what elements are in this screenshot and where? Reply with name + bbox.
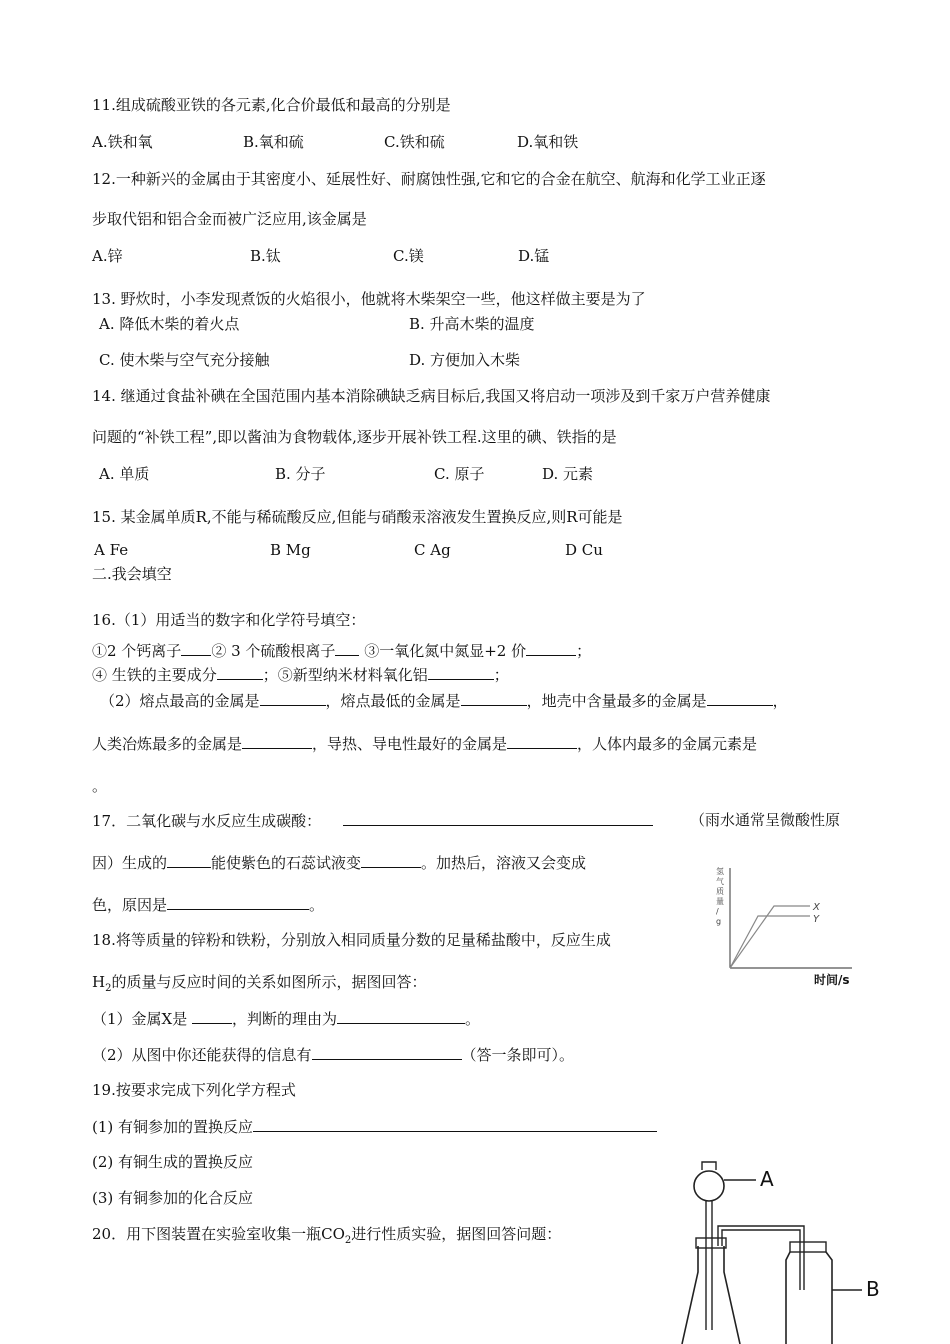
funnel-mouth <box>702 1162 716 1170</box>
q15-stem: 15. 某金属单质R,不能与稀硫酸反应,但能与硝酸汞溶液发生置换反应,则R可能是 <box>92 508 623 526</box>
q13-option-c: C. 使木柴与空气充分接触 <box>99 351 270 369</box>
q19-item-3: (3) 有铜参加的化合反应 <box>92 1189 254 1207</box>
q16-blank-6[interactable] <box>260 690 326 706</box>
q18-blank-2[interactable] <box>337 1008 465 1024</box>
q16-blank-9[interactable] <box>242 733 312 749</box>
q14-line1: 14. 继通过食盐补碘在全国范围内基本消除碘缺乏病目标后,我国又将启动一项涉及到千家万户营养健康 <box>92 387 771 405</box>
q16-blank-2[interactable] <box>335 640 359 656</box>
q13-option-b: B. 升高木柴的温度 <box>409 315 535 333</box>
q19-item-2: (2) 有铜生成的置换反应 <box>92 1153 254 1171</box>
q17-line1-tail: （雨水通常呈微酸性原 <box>690 811 841 829</box>
graph-line-x <box>730 906 810 968</box>
q20-stem: 20．用下图装置在实验室收集一瓶$CO_2$进行性质实验，据图回答问题： <box>92 1225 562 1246</box>
q13-option-d: D. 方便加入木柴 <box>409 351 521 369</box>
q16-blank-3[interactable] <box>526 640 576 656</box>
q18-blank-1[interactable] <box>192 1008 232 1024</box>
q16-blank-10[interactable] <box>507 733 577 749</box>
q18-blank-3[interactable] <box>312 1044 462 1060</box>
q15-option-d: D Cu <box>565 541 603 559</box>
q17-blank-4[interactable] <box>167 894 309 910</box>
graph-label-y: Y <box>813 914 820 925</box>
q11-option-b: B.氧和硫 <box>243 133 304 151</box>
q11-stem: 11.组成硫酸亚铁的各元素,化合价最低和最高的分别是 <box>92 96 451 114</box>
q17-line3: 色，原因是 。 <box>92 896 325 914</box>
q18-sub2: （2）从图中你还能获得的信息有 （答一条即可）。 <box>92 1046 575 1064</box>
q16-blank-4[interactable] <box>217 664 263 680</box>
q14-line2: 问题的“补铁工程”,即以酱油为食物载体,逐步开展补铁工程.这里的碘、铁指的是 <box>92 428 617 446</box>
graph-ylabel-6: g <box>716 917 722 926</box>
q14-option-b: B. 分子 <box>275 465 326 483</box>
q14-option-d: D. 元素 <box>542 465 594 483</box>
q18-line2: $H_2$的质量与反应时间的关系如图所示，据图回答： <box>92 973 427 994</box>
q12-line1: 12.一种新兴的金属由于其密度小、延展性好、耐腐蚀性强,它和它的合金在航空、航海和化学工业正逐 <box>92 170 766 188</box>
q16-line1: 16.（1）用适当的数字和化学符号填空： <box>92 611 366 629</box>
q17-blank-2[interactable] <box>167 852 211 868</box>
q16-line2: ①2 个钙离子 ② 3 个硫酸根离子 ③一氧化氮中氮显+2 价 ； <box>92 642 592 660</box>
q11-option-d: D.氧和铁 <box>517 133 579 151</box>
q15-option-a: A Fe <box>94 541 129 559</box>
q16-part2-line1: （2）熔点最高的金属是 ，熔点最低的金属是 ，地壳中含量最多的金属是 ， <box>100 692 788 710</box>
q16-item-3: ③一氧化氮中氮显+2 价 <box>364 642 527 660</box>
bottle-neck <box>790 1242 826 1252</box>
q11-option-a: A.铁和氧 <box>92 133 153 151</box>
q12-option-b: B.钛 <box>250 247 281 265</box>
q16-blank-1[interactable] <box>181 640 211 656</box>
q18-sub1: （1）金属X是 ，判断的理由为 。 <box>92 1010 481 1028</box>
q16-blank-7[interactable] <box>461 690 527 706</box>
q19-stem: 19.按要求完成下列化学方程式 <box>92 1081 296 1099</box>
q15-option-c: C Ag <box>414 541 451 559</box>
q16-item-5: ；⑤新型纳米材料氧化铝 <box>262 666 428 684</box>
q13-option-a: A. 降低木柴的着火点 <box>99 315 240 333</box>
q20-apparatus-diagram <box>676 1150 906 1344</box>
q15-option-b: B Mg <box>270 541 311 559</box>
label-a: A <box>760 1167 774 1191</box>
conical-flask <box>682 1246 740 1344</box>
q17-blank-equation[interactable] <box>343 810 653 826</box>
q17-line1: 17．二氧化碳与水反应生成碳酸： <box>92 810 653 831</box>
graph-ylabel-2: 气 <box>716 877 724 886</box>
label-b: B <box>866 1277 880 1301</box>
q16-blank-8[interactable] <box>707 690 773 706</box>
graph-ylabel-5: / <box>716 907 719 916</box>
q19-item-1: (1) 有铜参加的置换反应 <box>92 1116 657 1137</box>
graph-ylabel-4: 量 <box>716 897 724 906</box>
q17-line2: 因）生成的 能使紫色的石蕊试液变 。加热后，溶液又会变成 <box>92 854 587 872</box>
q14-option-a: A. 单质 <box>99 465 150 483</box>
funnel-bulb <box>694 1171 724 1201</box>
q16-line3: ④ 生铁的主要成分 ；⑤新型纳米材料氧化铝 ； <box>92 666 509 684</box>
q19-blank-1[interactable] <box>253 1116 657 1132</box>
q18-line1: 18.将等质量的锌粉和铁粉，分别放入相同质量分数的足量稀盐酸中，反应生成 <box>92 931 611 949</box>
q18-hydrogen-graph <box>712 860 872 992</box>
q12-line2: 步取代铝和铝合金而被广泛应用,该金属是 <box>92 210 367 228</box>
graph-line-y <box>730 916 810 968</box>
q16-part2-line2: 人类冶炼最多的金属是 ，导热、导电性最好的金属是 ，人体内最多的金属元素是 <box>92 735 758 753</box>
section-2-heading: 二.我会填空 <box>92 565 172 583</box>
graph-xlabel: 时间/s <box>814 973 850 987</box>
q12-option-a: A.锌 <box>92 247 123 265</box>
graph-ylabel-1: 氢 <box>716 867 724 876</box>
q14-option-c: C. 原子 <box>434 465 485 483</box>
graph-ylabel-3: 质 <box>716 887 724 896</box>
q11-option-c: C.铁和硫 <box>384 133 445 151</box>
q16-end: 。 <box>92 777 108 795</box>
q12-option-d: D.锰 <box>518 247 550 265</box>
q16-blank-5[interactable] <box>428 664 494 680</box>
q16-item-1: ①2 个钙离子 <box>92 642 182 660</box>
delivery-tube-outer <box>718 1226 804 1290</box>
q16-item-2: ② 3 个硫酸根离子 <box>211 642 336 660</box>
q12-option-c: C.镁 <box>393 247 424 265</box>
collecting-bottle <box>786 1252 832 1344</box>
q16-item-4: ④ 生铁的主要成分 <box>92 666 217 684</box>
q17-blank-3[interactable] <box>361 852 421 868</box>
delivery-tube-inner <box>722 1230 800 1290</box>
q13-stem: 13. 野炊时，小李发现煮饭的火焰很小，他就将木柴架空一些，他这样做主要是为了 <box>92 290 646 308</box>
graph-label-x: X <box>813 902 820 913</box>
